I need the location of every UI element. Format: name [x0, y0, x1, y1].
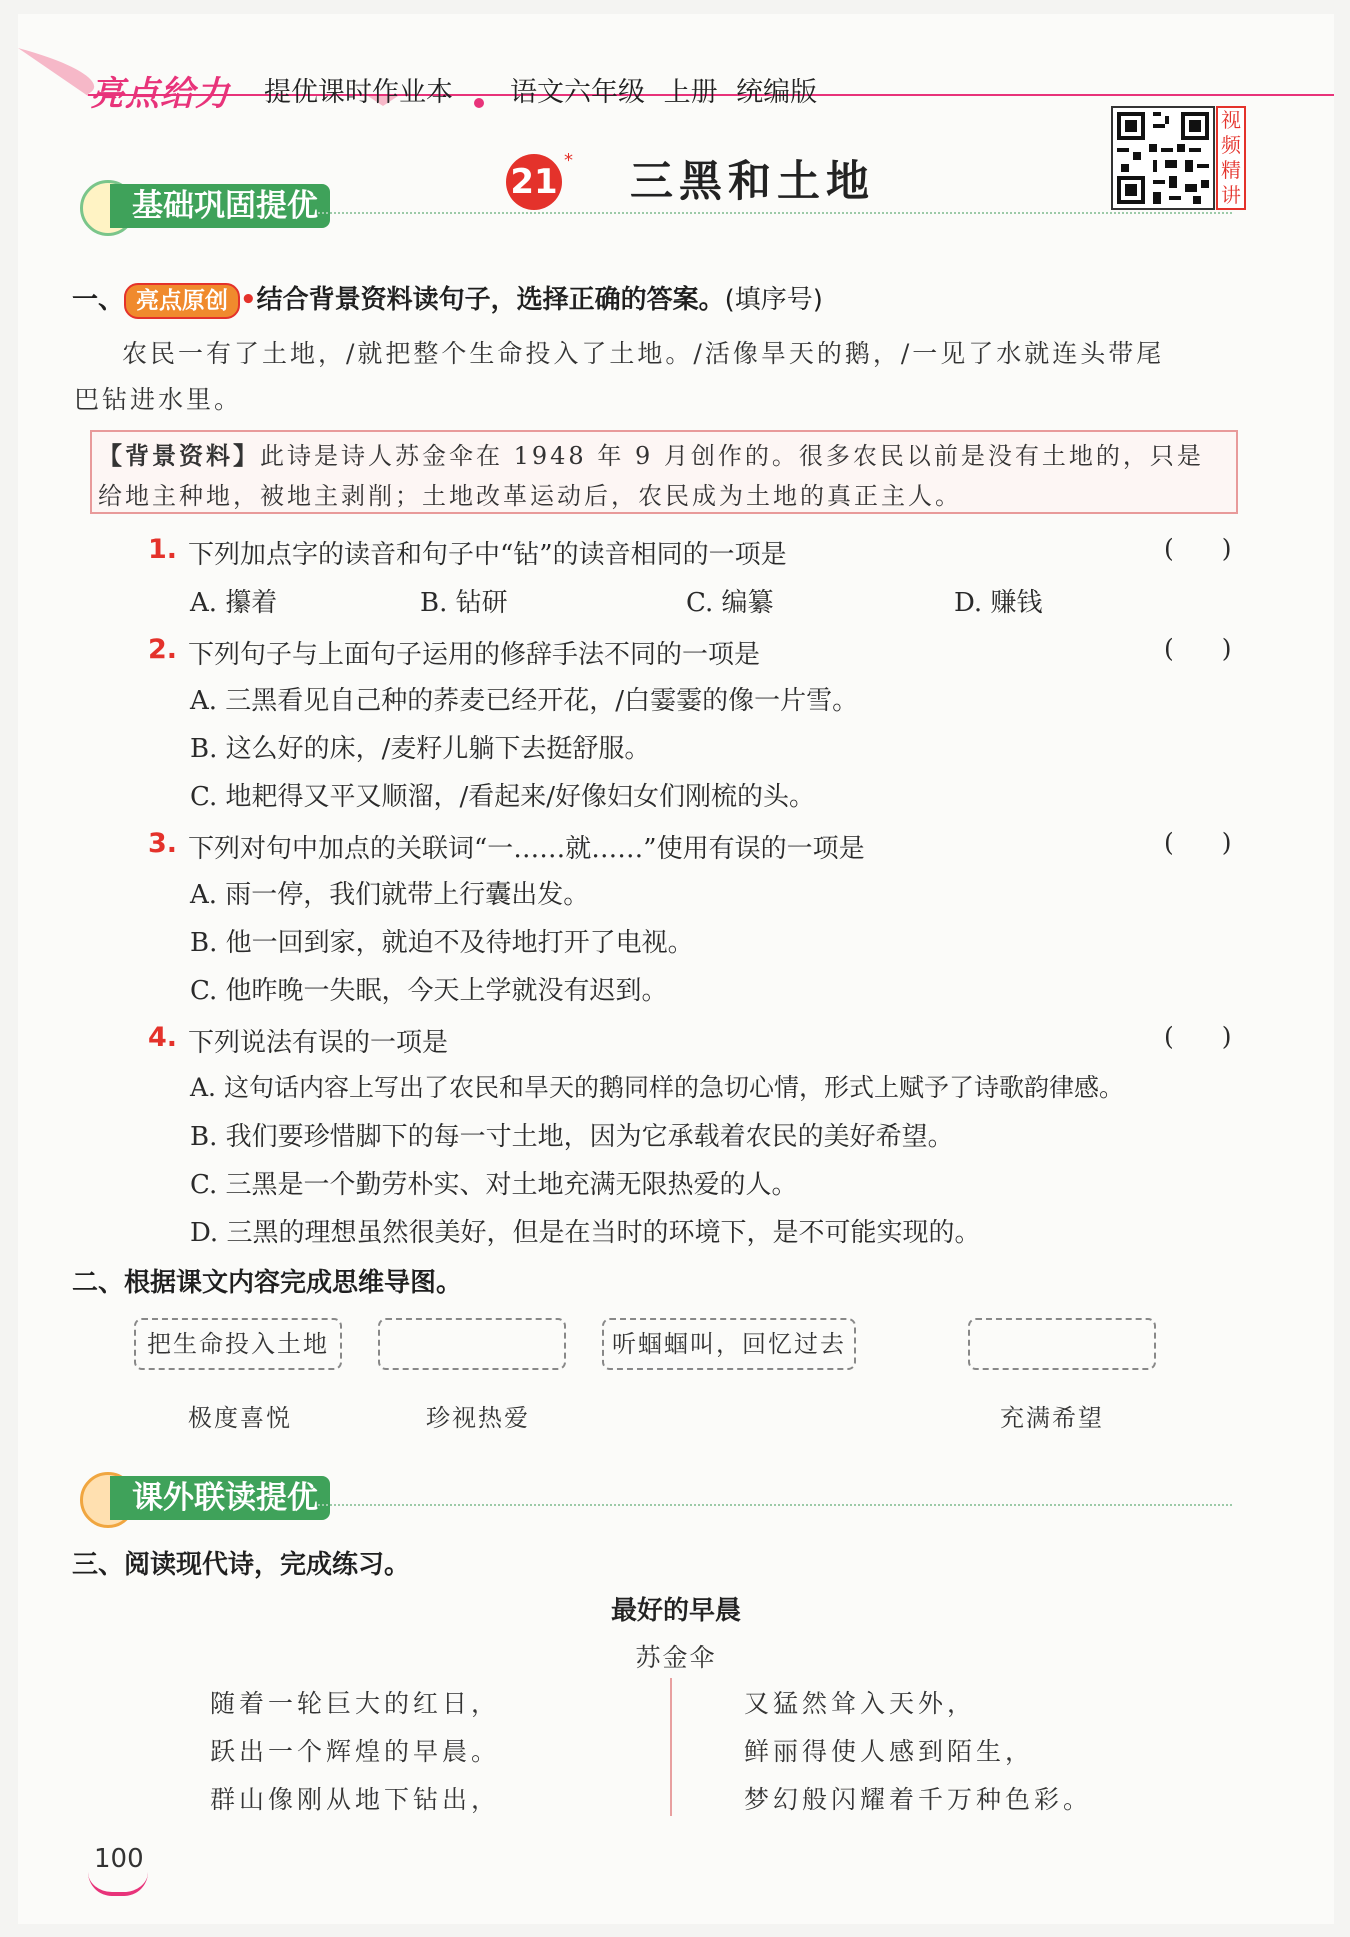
lesson-star: *: [564, 150, 573, 171]
answer-blank[interactable]: ( ): [1164, 534, 1232, 563]
page-number: 100: [94, 1844, 144, 1874]
question-number: 4.: [148, 1022, 178, 1053]
question-two-heading: 二、根据课文内容完成思维导图。: [72, 1268, 463, 1298]
mindmap-blank-4[interactable]: [968, 1318, 1156, 1370]
option-b[interactable]: B. 他一回到家，就迫不及待地打开了电视。: [190, 928, 694, 958]
qr-code-icon[interactable]: [1111, 106, 1215, 210]
series-name: 提优课时作业本: [264, 77, 453, 108]
option-b[interactable]: B. 钻研: [420, 588, 508, 618]
page-number-swoosh: [88, 1872, 148, 1896]
video-lesson-label[interactable]: 视频精讲: [1216, 106, 1246, 210]
mindmap-box-1: 把生命投入土地: [134, 1318, 342, 1370]
option-b[interactable]: B. 我们要珍惜脚下的每一寸土地，因为它承载着农民的美好希望。: [190, 1122, 954, 1152]
section-divider: [318, 212, 1232, 214]
mindmap-label-1: 极度喜悦: [188, 1404, 292, 1432]
poem-title: 最好的早晨: [610, 1596, 741, 1626]
answer-blank[interactable]: ( ): [1164, 828, 1232, 857]
mindmap-blank-2[interactable]: [378, 1318, 566, 1370]
question-text: 下列说法有误的一项是: [188, 1028, 449, 1058]
poem-line-left-3: 群山像刚从地下钻出，: [210, 1785, 501, 1814]
background-line-1: [98, 436, 1204, 471]
question-text: 下列句子与上面句子运用的修辞手法不同的一项是: [188, 640, 761, 670]
question-text: 下列对句中加点的关联词“一……就……”使用有误的一项是: [188, 834, 865, 864]
answer-blank[interactable]: ( ): [1164, 634, 1232, 663]
question-three-heading: 三、阅读现代诗，完成练习。: [72, 1550, 411, 1580]
poem-line-right-2: 鲜丽得使人感到陌生，: [744, 1737, 1035, 1766]
question-number: 3.: [148, 828, 178, 859]
passage-line-1: 农民一有了土地，/就把整个生命投入了土地。/活像旱天的鹅，/一见了水就连头带尾: [122, 339, 1165, 368]
lesson-number: 21: [506, 154, 562, 210]
question-number: 2.: [148, 634, 178, 665]
option-a[interactable]: A. 三黑看见自己种的荞麦已经开花，/白霎霎的像一片雪。: [190, 686, 859, 716]
header-dot: [474, 98, 484, 108]
question-instruction: 结合背景资料读句子，选择正确的答案。: [256, 285, 725, 315]
grade-info: 语文六年级 上册 统编版: [510, 77, 818, 108]
option-a[interactable]: A. 这句话内容上写出了农民和旱天的鹅同样的急切心情，形式上赋予了诗歌韵律感。: [190, 1073, 1124, 1102]
original-tag: 亮点原创: [124, 283, 240, 319]
tag-dot: •: [240, 285, 257, 315]
option-c[interactable]: C. 他昨晚一失眠，今天上学就没有迟到。: [190, 976, 668, 1006]
background-text-1: 此诗是诗人苏金伞在 1948 年 9 月创作的。很多农民以前是没有土地的，只是: [260, 442, 1204, 470]
mindmap-box-3: 听蝈蝈叫，回忆过去: [602, 1318, 856, 1370]
mindmap-label-2: 珍视热爱: [426, 1404, 530, 1432]
answer-blank[interactable]: ( ): [1164, 1022, 1232, 1051]
workbook-page: [18, 14, 1334, 1924]
background-line-2: 给地主种地，被地主剥削；土地改革运动后，农民成为土地的真正主人。: [98, 482, 962, 510]
question-one-heading: [72, 279, 823, 319]
background-label: 【背景资料】: [98, 442, 260, 470]
option-c[interactable]: C. 地耙得又平又顺溜，/看起来/好像妇女们刚梳的头。: [190, 782, 816, 812]
question-note: (填序号): [724, 285, 823, 315]
poem-line-left-1: 随着一轮巨大的红日，: [210, 1689, 501, 1718]
option-a[interactable]: A. 攥着: [190, 588, 278, 618]
poem-column-divider: [670, 1678, 672, 1816]
lesson-title: 三黑和土地: [630, 157, 875, 207]
option-d[interactable]: D. 三黑的理想虽然很美好，但是在当时的环境下，是不可能实现的。: [190, 1218, 981, 1248]
question-prefix: 一、: [72, 285, 125, 315]
passage-line-2: 巴钻进水里。: [74, 385, 243, 414]
poem-line-left-2: 跃出一个辉煌的早晨。: [210, 1737, 501, 1766]
poem-line-right-1: 又猛然耸入天外，: [744, 1689, 977, 1718]
section-divider: [318, 1504, 1232, 1506]
option-a[interactable]: A. 雨一停，我们就带上行囊出发。: [190, 880, 590, 910]
poem-author: 苏金伞: [635, 1643, 717, 1672]
section-banner-basic: 基础巩固提优: [110, 184, 330, 228]
question-text: 下列加点字的读音和句子中“钻”的读音相同的一项是: [188, 540, 787, 570]
question-number: 1.: [148, 534, 178, 565]
option-b[interactable]: B. 这么好的床，/麦籽儿躺下去挺舒服。: [190, 734, 651, 764]
option-c[interactable]: C. 三黑是一个勤劳朴实、对土地充满无限热爱的人。: [190, 1170, 798, 1200]
option-c[interactable]: C. 编纂: [686, 588, 774, 618]
section-banner-extended: 课外联读提优: [110, 1476, 330, 1520]
brand-logo: 亮点给力: [90, 74, 230, 114]
poem-line-right-3: 梦幻般闪耀着千万种色彩。: [744, 1785, 1093, 1814]
mindmap-label-3: 充满希望: [1000, 1404, 1104, 1432]
option-d[interactable]: D. 赚钱: [954, 588, 1043, 618]
